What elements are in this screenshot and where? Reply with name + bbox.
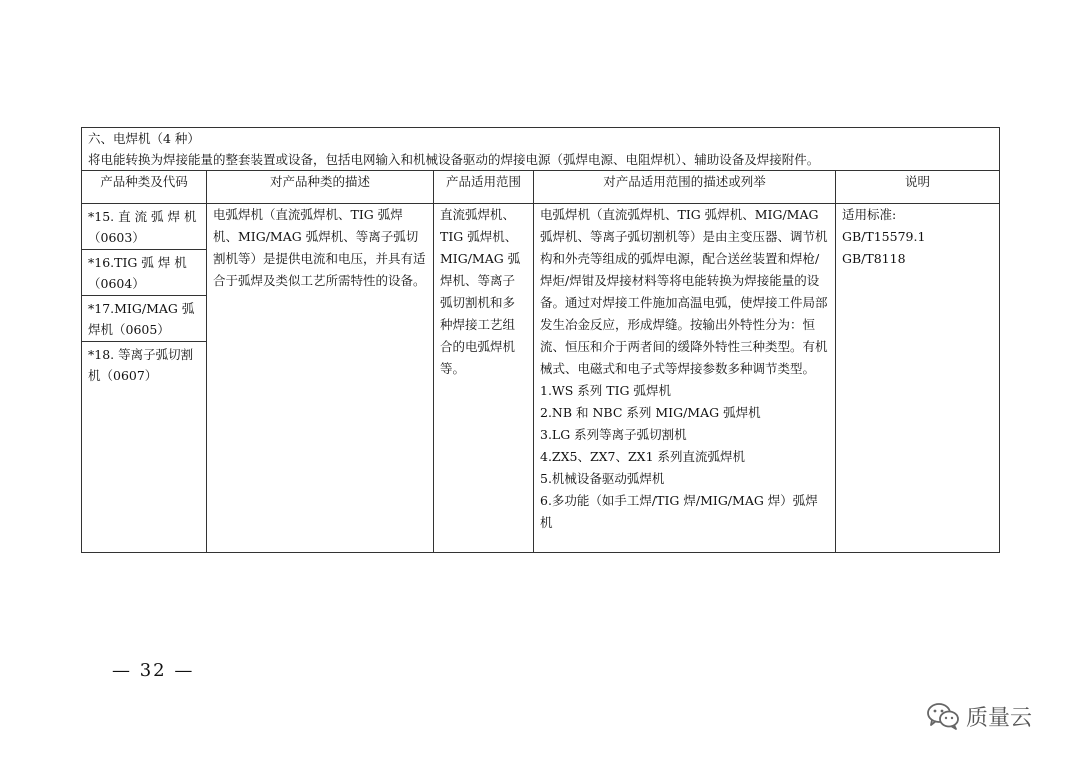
standard-item: GB/T15579.1 <box>842 229 926 244</box>
header-scope-description: 对产品适用范围的描述或列举 <box>534 171 836 204</box>
category-item: *15. 直 流 弧 焊 机（0603） <box>82 204 206 250</box>
section-title: 六、电焊机（4 种） <box>88 131 200 146</box>
scope-list-item: 3.LG 系列等离子弧切割机 <box>540 427 687 442</box>
data-row <box>82 204 1000 553</box>
header-row <box>82 171 1000 204</box>
section-cell <box>82 128 1000 171</box>
scope-list-item: 6.多功能（如手工焊/TIG 焊/MIG/MAG 焊）弧焊机 <box>540 493 818 530</box>
category-item: *18. 等离子弧切割机（0607） <box>88 347 194 383</box>
section-description: 将电能转换为焊接能量的整套装置或设备，包括电网输入和机械设备驱动的焊接电源（弧焊电源、电阻焊机）、辅助设备及焊接附件。 <box>88 152 820 167</box>
category-cell <box>82 204 207 553</box>
scope-list-item: 2.NB 和 NBC 系列 MIG/MAG 弧焊机 <box>540 405 761 420</box>
header-category-description: 对产品种类的描述 <box>207 171 434 204</box>
product-table <box>81 127 1000 553</box>
notes-cell <box>836 204 1000 553</box>
page-number: — 32 — <box>112 660 195 681</box>
notes-label: 适用标准: <box>842 207 897 222</box>
scope-description-cell <box>534 204 836 553</box>
scope-list-item: 1.WS 系列 TIG 弧焊机 <box>540 383 672 398</box>
watermark-text: 质量云 <box>966 705 1033 731</box>
watermark <box>926 700 1032 732</box>
scope-cell: 直流弧焊机、TIG 弧焊机、MIG/MAG 弧焊机、等离子弧切割机和多种焊接工艺组合的电弧焊机等。 <box>434 204 534 553</box>
standard-item: GB/T8118 <box>842 251 906 266</box>
header-notes: 说明 <box>836 171 1000 204</box>
header-category: 产品种类及代码 <box>82 171 207 204</box>
section-row <box>82 128 1000 171</box>
category-item: *16.TIG 弧 焊 机（0604） <box>82 250 206 296</box>
scope-description-text: 电弧焊机（直流弧焊机、TIG 弧焊机、MIG/MAG 弧焊机、等离子弧切割机等）是由主变压器、调节机构和外壳等组成的弧焊电源，配合送丝装置和焊枪/焊炬/焊钳及焊接材料等将电能转换为焊接能量的设备。通过对焊接工件施加高温电弧，使焊接工件局部发生冶金反应，形成焊缝。按输出外特性分为：恒流、恒压和介于两者间的缓降外特性三种类型。有机械式、电磁式和电子式等焊接参数多种调节类型。 <box>540 207 828 376</box>
category-item: *17.MIG/MAG 弧焊机（0605） <box>82 296 206 342</box>
scope-list-item: 5.机械设备驱动弧焊机 <box>540 471 665 486</box>
category-description-cell: 电弧焊机（直流弧焊机、TIG 弧焊机、MIG/MAG 弧焊机、等离子弧切割机等）是提供电流和电压，并具有适合于弧焊及类似工艺所需特性的设备。 <box>207 204 434 553</box>
scope-list-item: 4.ZX5、ZX7、ZX1 系列直流弧焊机 <box>540 449 746 464</box>
wechat-icon <box>926 701 960 731</box>
header-scope: 产品适用范围 <box>434 171 534 204</box>
